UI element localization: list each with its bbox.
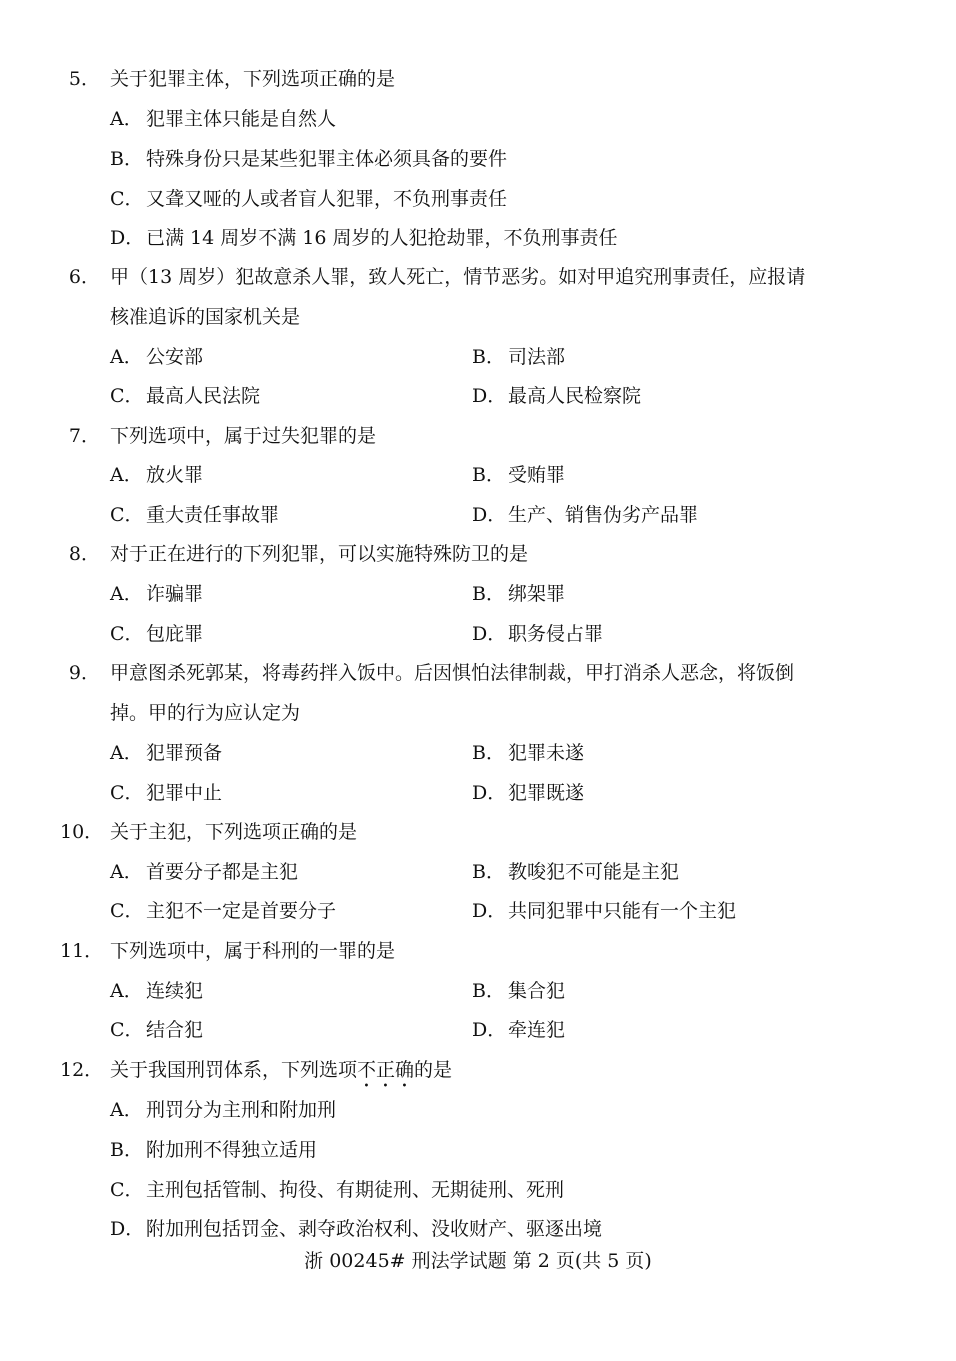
option-text: 又聋又哑的人或者盲人犯罪，不负刑事责任 (146, 188, 508, 210)
option-letter: D． (472, 782, 507, 804)
option-letter: A． (110, 346, 143, 368)
option-letter: A． (110, 742, 143, 764)
option-text: 犯罪中止 (146, 782, 223, 804)
question-number: 9． (68, 662, 100, 684)
question-number: 10． (60, 821, 104, 843)
option-letter: D． (472, 900, 507, 922)
option-text: 牵连犯 (508, 1019, 566, 1041)
option-text: 公安部 (146, 346, 204, 368)
option-letter: B． (472, 742, 505, 764)
option-text: 附加刑包括罚金、剥夺政治权利、没收财产、驱逐出境 (146, 1218, 603, 1240)
option-letter: D． (110, 1218, 145, 1240)
option-letter: C． (110, 188, 144, 210)
option-letter: A． (110, 861, 143, 883)
option-letter: B． (472, 583, 505, 605)
option-letter: A． (110, 108, 143, 130)
question-number: 7． (68, 425, 100, 447)
question-stem: 甲（13 周岁）犯故意杀人罪，致人死亡，情节恶劣。如对甲追究刑事责任，应报请 (110, 266, 806, 288)
option-letter: A． (110, 464, 143, 486)
option-text: 教唆犯不可能是主犯 (508, 861, 680, 883)
option-letter: B． (472, 346, 505, 368)
question-number: 11． (60, 940, 104, 962)
option-text: 最高人民检察院 (508, 385, 642, 407)
option-text: 首要分子都是主犯 (146, 861, 299, 883)
option-letter: D． (472, 623, 507, 645)
question-stem: 甲意图杀死郭某，将毒药拌入饭中。后因惧怕法律制裁，甲打消杀人恶念，将饭倒 (110, 662, 795, 684)
option-text: 包庇罪 (146, 623, 204, 645)
option-text: 结合犯 (146, 1019, 204, 1041)
question-stem: 对于正在进行的下列犯罪，可以实施特殊防卫的是 (110, 543, 529, 565)
question-stem: 下列选项中，属于过失犯罪的是 (110, 425, 377, 447)
option-text: 放火罪 (146, 464, 204, 486)
option-text: 主刑包括管制、拘役、有期徒刑、无期徒刑、死刑 (146, 1179, 565, 1201)
option-text: 共同犯罪中只能有一个主犯 (508, 900, 737, 922)
option-letter: C． (110, 900, 144, 922)
option-letter: C． (110, 504, 144, 526)
question-number: 12． (60, 1059, 104, 1081)
option-letter: C． (110, 1019, 144, 1041)
option-text: 生产、销售伪劣产品罪 (508, 504, 699, 526)
option-text: 已满 14 周岁不满 16 周岁的人犯抢劫罪，不负刑事责任 (146, 227, 618, 249)
option-letter: D． (472, 385, 507, 407)
option-text: 重大责任事故罪 (146, 504, 280, 526)
option-letter: B． (472, 464, 505, 486)
option-letter: B． (110, 148, 143, 170)
question-stem: 核准追诉的国家机关是 (110, 306, 301, 328)
question-number: 6． (68, 266, 100, 288)
page-footer: 浙 00245# 刑法学试题 第 2 页(共 5 页) (304, 1250, 652, 1272)
option-text: 集合犯 (508, 980, 566, 1002)
question-stem (110, 1057, 452, 1092)
option-text: 附加刑不得独立适用 (146, 1139, 318, 1161)
option-text: 最高人民法院 (146, 385, 261, 407)
stem-text: 关于我国刑罚体系，下列选项 (110, 1059, 358, 1081)
question-stem: 关于主犯，下列选项正确的是 (110, 821, 358, 843)
option-text: 主犯不一定是首要分子 (146, 900, 337, 922)
option-letter: B． (110, 1139, 143, 1161)
option-letter: A． (110, 980, 143, 1002)
option-text: 犯罪既遂 (508, 782, 585, 804)
option-text: 连续犯 (146, 980, 204, 1002)
option-text: 司法部 (508, 346, 566, 368)
option-letter: A． (110, 583, 143, 605)
option-letter: A． (110, 1099, 143, 1121)
option-letter: C． (110, 385, 144, 407)
emphasized-text: 不正确 (357, 1059, 415, 1081)
question-number: 5． (68, 68, 100, 90)
option-text: 诈骗罪 (146, 583, 204, 605)
stem-text: 的是 (414, 1059, 453, 1081)
option-text: 刑罚分为主刑和附加刑 (146, 1099, 337, 1121)
option-letter: C． (110, 782, 144, 804)
question-stem: 下列选项中，属于科刑的一罪的是 (110, 940, 396, 962)
question-number: 8． (68, 543, 100, 565)
option-text: 犯罪预备 (146, 742, 223, 764)
option-letter: D． (110, 227, 145, 249)
option-letter: C． (110, 623, 144, 645)
question-stem: 掉。甲的行为应认定为 (110, 702, 301, 724)
option-letter: B． (472, 861, 505, 883)
question-stem: 关于犯罪主体，下列选项正确的是 (110, 68, 396, 90)
option-text: 犯罪主体只能是自然人 (146, 108, 337, 130)
option-text: 职务侵占罪 (508, 623, 604, 645)
option-letter: B． (472, 980, 505, 1002)
option-text: 犯罪未遂 (508, 742, 585, 764)
option-letter: C． (110, 1179, 144, 1201)
option-text: 受贿罪 (508, 464, 566, 486)
option-letter: D． (472, 504, 507, 526)
option-text: 特殊身份只是某些犯罪主体必须具备的要件 (146, 148, 508, 170)
option-text: 绑架罪 (508, 583, 566, 605)
option-letter: D． (472, 1019, 507, 1041)
